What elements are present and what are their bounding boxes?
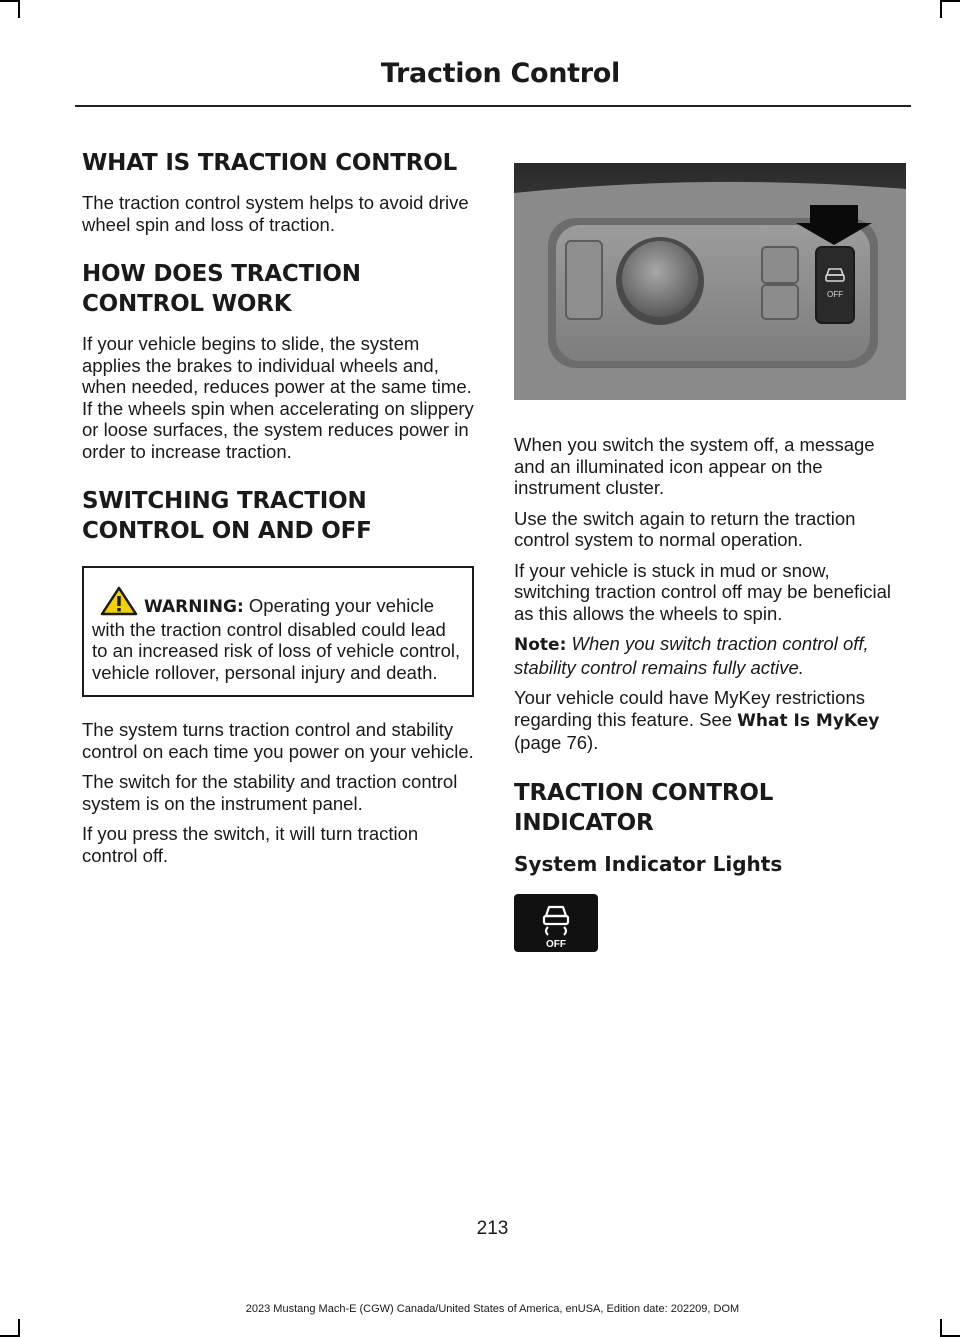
- mykey-link[interactable]: What Is MyKey: [737, 710, 880, 731]
- paragraph-stuck: If your vehicle is stuck in mud or snow, switching traction control off may be beneficial as this allows the wheels to spin.: [514, 559, 892, 624]
- crop-mark: [18, 1319, 20, 1337]
- heading-system-indicator-lights: System Indicator Lights: [514, 851, 783, 876]
- paragraph-mykey: [514, 687, 906, 754]
- note-label: Note:: [514, 635, 567, 655]
- heading-switching: [82, 486, 474, 546]
- paragraph-what-is: The traction control system helps to avoid drive wheel spin and loss of traction.: [82, 192, 469, 235]
- heading-switching-line2: CONTROL ON AND OFF: [82, 518, 372, 544]
- heading-indicator-line1: TRACTION CONTROL: [514, 779, 774, 806]
- footer-edition: 2023 Mustang Mach-E (CGW) Canada/United States of America, enUSA, Edition date: 202209, DOM: [245, 1303, 740, 1315]
- page-title: Traction Control: [380, 58, 620, 89]
- warning-triangle-icon: [100, 586, 138, 616]
- traction-control-off-icon: [514, 894, 598, 952]
- heading-how-works: [82, 259, 474, 319]
- heading-how-works-line1: HOW DOES TRACTION: [82, 261, 361, 287]
- paragraph-how-works: If your vehicle begins to slide, the system applies the brakes to individual wheels and, when needed, reduces power at the same time. If the wheels spin when accelerating on slippery or loose surfaces, the system reduces power in order to increase traction.: [82, 333, 474, 462]
- left-column: [82, 148, 474, 875]
- paragraph-switch-location: The switch for the stability and traction control system is on the instrument panel.: [82, 771, 458, 814]
- heading-switching-line1: SWITCHING TRACTION: [82, 488, 367, 514]
- crop-mark: [18, 0, 20, 18]
- warning-label: WARNING:: [144, 597, 244, 617]
- page-number: 213: [476, 1218, 509, 1239]
- warning-text: Operating your vehicle with the traction control disabled could lead to an increased risk of loss of vehicle control, vehicle rollover, personal injury and death.: [92, 595, 461, 683]
- crop-mark: [942, 0, 960, 2]
- paragraph-switch-off: When you switch the system off, a message and an illuminated icon appear on the instrument cluster.: [514, 434, 875, 498]
- paragraph-switch-again: Use the switch again to return the traction control system to normal operation.: [514, 507, 856, 550]
- crop-mark: [0, 0, 18, 2]
- mykey-page-ref: (page 76).: [514, 732, 599, 753]
- right-column: [514, 163, 906, 952]
- heading-what-is: WHAT IS TRACTION CONTROL: [82, 150, 458, 176]
- mykey-text: Your vehicle could have MyKey restrictions regarding this feature. See: [514, 687, 865, 730]
- crop-mark: [940, 0, 942, 18]
- title-rule: [75, 105, 911, 107]
- note-text: When you switch traction control off, stability control remains fully active.: [514, 633, 869, 678]
- heading-how-works-line2: CONTROL WORK: [82, 291, 292, 317]
- warning-box: [82, 566, 474, 697]
- heading-indicator: [514, 778, 906, 838]
- instrument-panel-photo: [514, 163, 906, 400]
- paragraph-press-switch: If you press the switch, it will turn traction control off.: [82, 823, 419, 866]
- heading-indicator-line2: INDICATOR: [514, 809, 654, 836]
- crop-mark: [940, 1319, 942, 1337]
- indicator-off-label: OFF: [546, 938, 566, 950]
- photo-off-label: OFF: [827, 290, 843, 299]
- paragraph-turns-on: The system turns traction control and stability control on each time you power on your vehicle.: [82, 719, 474, 762]
- note-paragraph: [514, 633, 906, 678]
